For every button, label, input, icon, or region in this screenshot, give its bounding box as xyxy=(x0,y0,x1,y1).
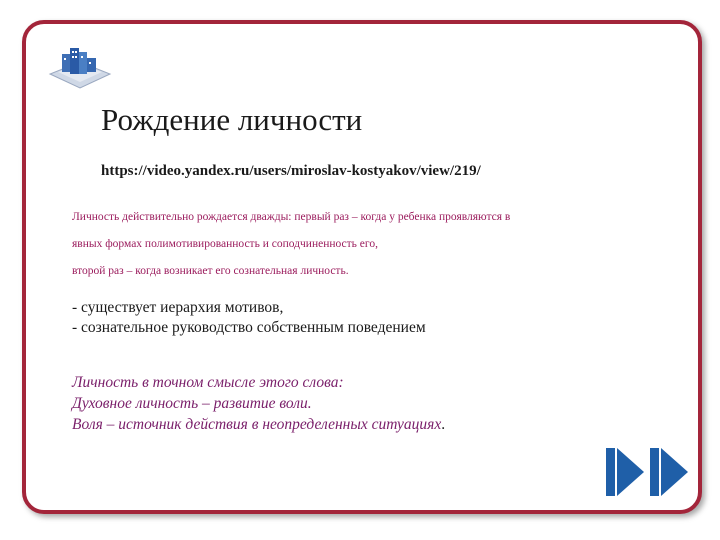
quote-line-2: Духовное личность – развитие воли. xyxy=(72,395,312,412)
quote-line-3-text: Воля – источник действия в неопределенных ситуациях xyxy=(72,416,442,433)
bullet-item: - существует иерархия мотивов, xyxy=(72,299,284,316)
video-url: https://video.yandex.ru/users/miroslav-kostyakov/view/219/ xyxy=(101,163,481,179)
paragraph-line-1: Личность действительно рождается дважды: первый раз – когда у ребенка проявляются в xyxy=(72,211,511,223)
slide-title: Рождение личности xyxy=(101,102,363,137)
quote-block xyxy=(72,372,445,435)
paragraph-line-3: второй раз – когда возникает его сознательная личность. xyxy=(72,265,349,277)
buildings-logo-icon xyxy=(46,40,114,90)
quote-line-3-end: . xyxy=(441,416,446,433)
paragraph-line-2: явных формах полимотивированность и соподчиненность его, xyxy=(72,238,378,250)
bullet-list xyxy=(72,298,426,338)
next-double-arrow-icon[interactable] xyxy=(604,444,688,500)
paragraph-text xyxy=(72,204,672,285)
quote-line-3 xyxy=(72,414,445,435)
quote-line-1: Личность в точном смысле этого слова: xyxy=(72,374,344,391)
bullet-item: - сознательное руководство собственным поведением xyxy=(72,319,426,336)
